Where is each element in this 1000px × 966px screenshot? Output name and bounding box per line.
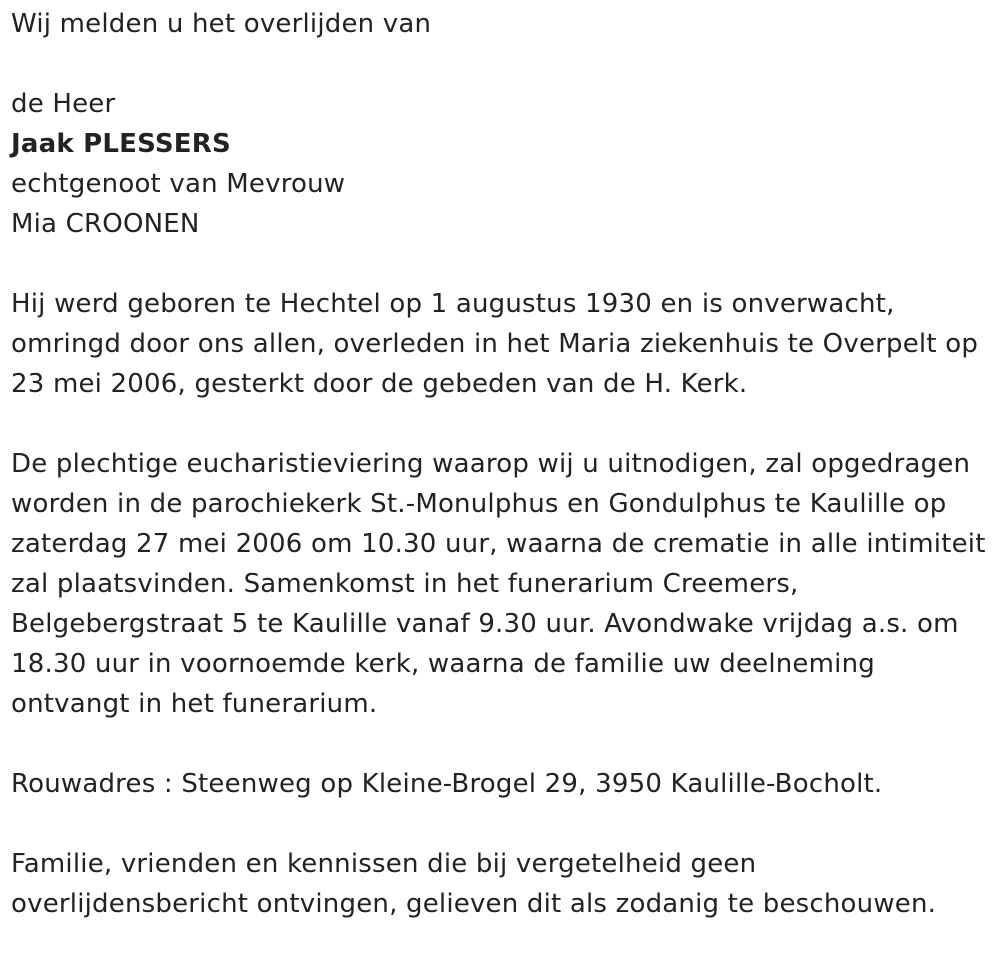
paragraph-line: 18.30 uur in voornoemde kerk, waarna de familie uw deelneming (11, 649, 875, 679)
intro-text: Wij melden u het overlijden van (11, 9, 432, 39)
paragraph-line: ontvangt in het funerarium. (11, 689, 378, 719)
closing-paragraph (11, 844, 996, 924)
paragraph-line: 23 mei 2006, gesterkt door de gebeden van de H. Kerk. (11, 369, 748, 399)
paragraph-line: Familie, vrienden en kennissen die bij vergetelheid geen (11, 849, 757, 879)
spouse-name: Mia CROONEN (11, 209, 200, 239)
death-announcement (11, 4, 996, 924)
birth-death-paragraph (11, 284, 996, 404)
mourning-address: Rouwadres : Steenweg op Kleine-Brogel 29, 3950 Kaulille-Bocholt. (11, 769, 883, 799)
paragraph-line: De plechtige eucharistieviering waarop wij u uitnodigen, zal opgedragen (11, 449, 971, 479)
paragraph-line: Belgebergstraat 5 te Kaulille vanaf 9.30 uur. Avondwake vrijdag a.s. om (11, 609, 959, 639)
paragraph-line: overlijdensbericht ontvingen, gelieven dit als zodanig te beschouwen. (11, 889, 937, 919)
deceased-name: Jaak PLESSERS (11, 129, 231, 159)
spacer (11, 44, 996, 84)
ceremony-paragraph (11, 444, 996, 724)
spacer (11, 804, 996, 844)
paragraph-line: worden in de parochiekerk St.-Monulphus en Gondulphus te Kaulille op (11, 489, 947, 519)
spacer (11, 244, 996, 284)
honorific: de Heer (11, 89, 116, 119)
paragraph-line: zaterdag 27 mei 2006 om 10.30 uur, waarna de crematie in alle intimiteit (11, 529, 986, 559)
paragraph-line: Hij werd geboren te Hechtel op 1 augustus 1930 en is onverwacht, (11, 289, 895, 319)
spacer (11, 404, 996, 444)
spouse-label: echtgenoot van Mevrouw (11, 169, 346, 199)
paragraph-line: omringd door ons allen, overleden in het Maria ziekenhuis te Overpelt op (11, 329, 979, 359)
spacer (11, 724, 996, 764)
paragraph-line: zal plaatsvinden. Samenkomst in het funerarium Creemers, (11, 569, 799, 599)
